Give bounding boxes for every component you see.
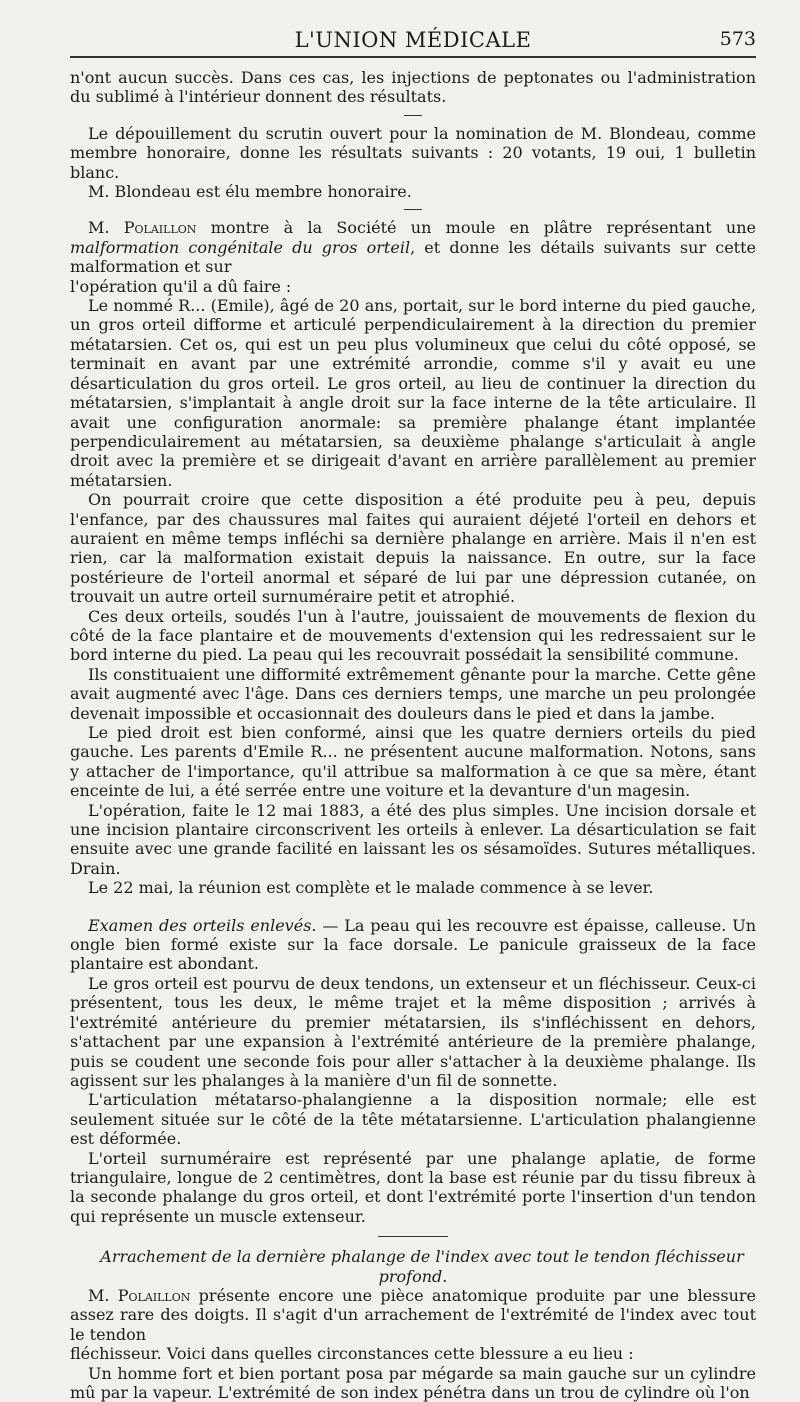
speaker-name: M. Polaillon bbox=[88, 1285, 191, 1305]
paragraph-polaillon-moule bbox=[70, 218, 756, 276]
paragraph: Le pied droit est bien conformé, ainsi que les quatre derniers orteils du pied gauche. Les parents d'Emile R... ne présentent aucune malformation. Notons, sans y attacher de l'importance, qu'il attribue sa malformation à ce que sa mère, étant enceinte de lui, a été serrée entre une voiture et la devanture d'un magesin. bbox=[70, 723, 756, 801]
paragraph: L'opération, faite le 12 mai 1883, a été des plus simples. Une incision dorsale et une incision plantaire circonscrivent les orteils à enlever. La désarticulation se fait ensuite avec une grande facilité en laissant les os sésamoïdes. Sutures métalliques. Drain. bbox=[70, 800, 756, 878]
spacer bbox=[70, 898, 756, 916]
paragraph: Ces deux orteils, soudés l'un à l'autre, jouissaient de mouvements de flexion du côté de la face plantaire et de mouvements d'extension qui les redressaient sur le bord interne du pied. La peau qui les recouvrait possédait la sensibilité commune. bbox=[70, 606, 756, 665]
paragraph-text: — La peau qui les recouvre est épaisse, calleuse. Un ongle bien formé existe sur la face dorsale. Le panicule graisseux de la face plantaire est abondant. bbox=[70, 915, 757, 974]
section-title: Arrachement de la dernière phalange de l'index avec tout le tendon fléchisseur profond. bbox=[100, 1247, 744, 1286]
paragraph: l'opération qu'il a dû faire : bbox=[70, 276, 292, 296]
paragraph: Le 22 mai, la réunion est complète et le malade commence à se lever. bbox=[88, 878, 654, 898]
paragraph: L'orteil surnuméraire est représenté par une phalange aplatie, de forme triangulaire, longue de 2 centimètres, dont la base est réunie par du tissu fibreux à la seconde phalange du gros orteil, et dont l'extrémité porte l'insertion d'un tendon qui représente un muscle extenseur. bbox=[70, 1148, 756, 1226]
emphasis-text: malformation congénitale du gros orteil bbox=[70, 237, 411, 257]
paragraph: Le nommé R... (Emile), âgé de 20 ans, portait, sur le bord interne du pied gauche, un gros orteil difforme et articulé perpendiculairement à la direction du premier métatarsien. Cet os, qui est un peu plus volumineux que celui du côté opposé, se terminait en avant par une extrémité arrondie, comme s'il y avait eu une désarticulation du gros orteil. Le gros orteil, au lieu de continuer la direction du métatarsien, s'implantait à angle droit sur la face interne de la tête articulaire. Il avait une configuration anormale: sa première phalange étant implantée perpendiculairement au métatarsien, sa deuxième phalange s'articulait à angle droit avec la première et se dirigeait d'avant en arrière parallèlement au premier métatarsien. bbox=[70, 296, 756, 490]
paragraph: Un homme fort et bien portant posa par mégarde sa main gauche sur un cylindre mû par la vapeur. L'extrémité de son index pénétra dans un trou de cylindre où l'on bbox=[70, 1363, 756, 1402]
paragraph: M. Blondeau est élu membre honoraire. bbox=[88, 182, 412, 202]
paragraph-text: , et donne les détails suivants sur cette malformation et sur bbox=[70, 237, 756, 277]
running-header bbox=[70, 24, 756, 58]
examen-label: Examen des orteils enlevés. bbox=[88, 915, 317, 935]
paragraph: Le gros orteil est pourvu de deux tendons, un extenseur et un fléchisseur. Ceux-ci présentent, tous les deux, le même trajet et la même disposition ; arrivés à l'extrémité antérieure du premier métatarsien, ils s'infléchissent en dehors, s'attachent par une expansion à l'extrémité antérieure de la première phalange, puis se coudent une seconde fois pour aller s'attacher à la deuxième phalange. Ils agissent sur les phalanges à la manière d'un fil de sonnette. bbox=[70, 973, 756, 1090]
article-body bbox=[70, 68, 756, 1402]
separator-rule bbox=[378, 1236, 448, 1237]
paragraph-text: présente encore une pièce anatomique produite par une blessure assez rare des doigts. Il s'agit d'un arrachement de l'extrémité de l'index avec tout le tendon bbox=[70, 1285, 756, 1344]
page-number: 573 bbox=[719, 28, 756, 50]
paragraph-examen bbox=[70, 916, 756, 974]
paragraph: Le dépouillement du scrutin ouvert pour la nomination de M. Blondeau, comme membre honoraire, donne les résultats suivants : 20 votants, 19 oui, 1 bulletin blanc. bbox=[70, 123, 756, 182]
speaker-name: M. Polaillon bbox=[88, 218, 197, 238]
paragraph: Ils constituaient une difformité extrêmement gênante pour la marche. Cette gêne avait augmenté avec l'âge. Dans ces derniers temps, une marche un peu prolongée devenait impossible et occasionnait des douleurs dans le pied et dans la jambe. bbox=[70, 664, 756, 723]
paragraph: n'ont aucun succès. Dans ces cas, les injections de peptonates ou l'administration du sublimé à l'intérieur donnent des résultats. bbox=[70, 68, 756, 107]
paragraph: L'articulation métatarso-phalangienne a la disposition normale; elle est seulement située sur le côté de la tête métatarsienne. L'articulation phalangienne est déformée. bbox=[70, 1090, 756, 1149]
separator-rule bbox=[404, 209, 422, 210]
paragraph-text: montre à la Société un moule en plâtre représentant une bbox=[196, 218, 757, 238]
paragraph-polaillon-piece bbox=[70, 1286, 756, 1344]
separator-rule bbox=[404, 115, 422, 116]
journal-title: L'UNION MÉDICALE bbox=[294, 28, 532, 52]
paragraph: fléchisseur. Voici dans quelles circonstances cette blessure a eu lieu : bbox=[70, 1344, 634, 1364]
paragraph: On pourrait croire que cette disposition a été produite peu à peu, depuis l'enfance, par des chaussures mal faites qui auraient déjeté l'orteil en dehors et auraient en même temps infléchi sa dernière phalange en arrière. Mais il n'en est rien, car la malformation existait depuis la naissance. En outre, sur la face postérieure de l'orteil anormal et séparé de lui par une dépression cutanée, on trouvait un autre orteil surnuméraire petit et atrophié. bbox=[70, 490, 756, 607]
